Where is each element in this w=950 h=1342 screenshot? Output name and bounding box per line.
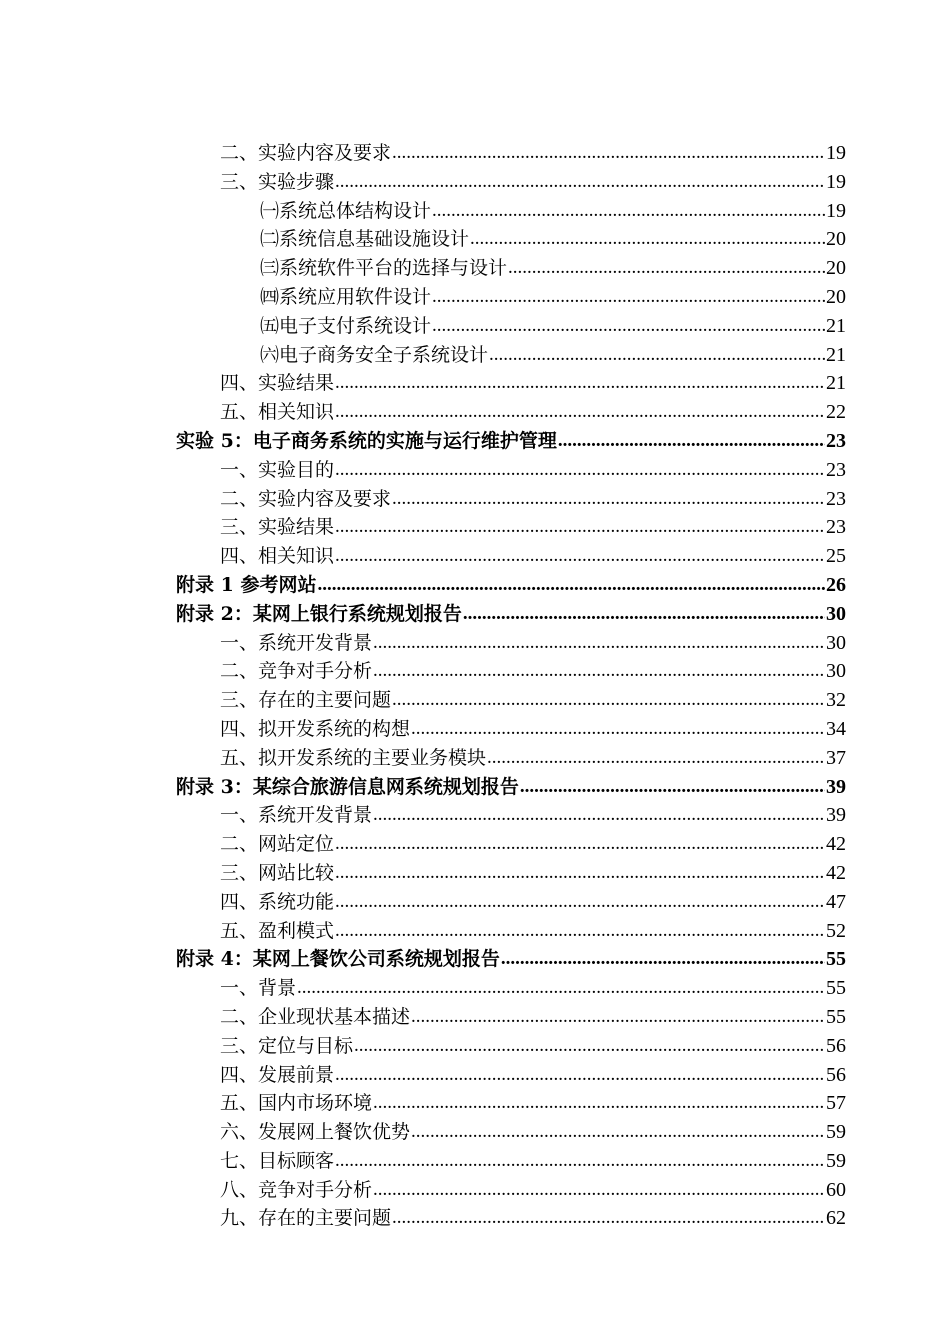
toc-dot-leader [432, 312, 825, 341]
toc-entry-title: 三、网站比较 [220, 861, 335, 884]
toc-page-number: 59 [826, 1149, 846, 1172]
toc-page-number: 37 [826, 746, 846, 769]
toc-entry-title: 三、实验结果 [220, 516, 335, 539]
toc-entry[interactable] [176, 657, 846, 686]
toc-page-number: 23 [826, 516, 846, 539]
toc-entry-title: 附录 2：某网上银行系统规划报告 [176, 602, 462, 625]
toc-entry[interactable] [176, 1147, 846, 1176]
toc-entry[interactable] [176, 888, 846, 917]
toc-dot-leader [335, 888, 825, 917]
toc-entry-title: 附录 1 参考网站 [176, 573, 317, 596]
toc-entry-title: 一、系统开发背景 [220, 804, 373, 827]
toc-entry-title: 四、拟开发系统的构想 [220, 717, 411, 740]
toc-page-number: 23 [826, 458, 846, 481]
toc-dot-leader [335, 369, 825, 398]
toc-entry[interactable] [176, 571, 846, 600]
toc-dot-leader [317, 571, 825, 600]
toc-page-number: 21 [826, 314, 846, 337]
toc-entry[interactable] [176, 629, 846, 658]
toc-dot-leader [335, 456, 825, 485]
toc-page-number: 19 [826, 142, 846, 164]
toc-dot-leader [335, 830, 825, 859]
toc-entry-title: ㈢系统软件平台的选择与设计 [260, 257, 508, 280]
toc-dot-leader [392, 686, 825, 715]
toc-page-number: 57 [826, 1092, 846, 1115]
toc-dot-leader [392, 1204, 825, 1233]
toc-entry-title: 二、竞争对手分析 [220, 660, 373, 683]
toc-entry-title: ㈣系统应用软件设计 [260, 285, 432, 308]
toc-entry-title: 附录 4：某网上餐饮公司系统规划报告 [176, 948, 500, 971]
toc-page-number: 42 [826, 861, 846, 884]
toc-entry-title: 实验 5：电子商务系统的实施与运行维护管理 [176, 429, 557, 452]
toc-entry-title: 一、实验目的 [220, 458, 335, 481]
toc-page-number: 25 [826, 545, 846, 568]
toc-entry-title: 四、相关知识 [220, 545, 335, 568]
toc-dot-leader [335, 513, 825, 542]
toc-entry[interactable] [176, 917, 846, 946]
toc-entry-title: 四、发展前景 [220, 1063, 335, 1086]
toc-entry-title: 四、系统功能 [220, 890, 335, 913]
toc-entry-title: ㈤电子支付系统设计 [260, 314, 432, 337]
toc-dot-leader [354, 1032, 825, 1061]
toc-entry[interactable] [176, 1003, 846, 1032]
toc-dot-leader [508, 254, 825, 283]
toc-page-number: 56 [826, 1034, 846, 1057]
toc-entry[interactable] [176, 1118, 846, 1147]
toc-page-number: 56 [826, 1063, 846, 1086]
toc-entry[interactable] [176, 744, 846, 773]
toc-entry[interactable] [176, 341, 846, 370]
toc-entry[interactable] [176, 542, 846, 571]
toc-page-number: 39 [826, 775, 846, 798]
toc-page-number: 19 [826, 199, 846, 222]
toc-dot-leader [463, 600, 825, 629]
toc-entry-title: 二、实验内容及要求 [220, 487, 392, 510]
toc-entry[interactable] [176, 1204, 846, 1233]
toc-page-number: 39 [826, 804, 846, 827]
toc-entry[interactable] [176, 945, 846, 974]
toc-entry-title: ㈥电子商务安全子系统设计 [260, 343, 489, 366]
toc-entry-title: 七、目标顾客 [220, 1149, 335, 1172]
toc-page-number: 20 [826, 257, 846, 280]
toc-dot-leader [297, 974, 825, 1003]
toc-page-number: 32 [826, 689, 846, 712]
toc-entry-title: 八、竞争对手分析 [220, 1178, 373, 1201]
toc-page-number: 30 [826, 602, 846, 625]
toc-entry[interactable] [176, 1089, 846, 1118]
toc-entry-title: ㈠系统总体结构设计 [260, 199, 432, 222]
toc-entry[interactable] [176, 398, 846, 427]
toc-entry[interactable] [176, 283, 846, 312]
toc-page-number: 59 [826, 1121, 846, 1144]
toc-entry-title: 五、国内市场环境 [220, 1092, 373, 1115]
toc-dot-leader [373, 629, 825, 658]
toc-dot-leader [558, 427, 825, 456]
toc-page-number: 21 [826, 343, 846, 366]
toc-dot-leader [335, 917, 825, 946]
toc-page-number: 20 [826, 285, 846, 308]
toc-dot-leader [335, 859, 825, 888]
toc-page-number: 22 [826, 401, 846, 424]
toc-page-number: 26 [826, 573, 846, 596]
table-of-contents [176, 139, 846, 1233]
toc-entry-title: 三、定位与目标 [220, 1034, 354, 1057]
toc-dot-leader [392, 139, 825, 168]
toc-dot-leader [335, 542, 825, 571]
toc-dot-leader [411, 715, 825, 744]
toc-page-number: 21 [826, 372, 846, 395]
toc-entry[interactable] [176, 225, 846, 254]
toc-entry-title: 一、背景 [220, 977, 297, 1000]
toc-page-number: 55 [826, 948, 846, 971]
toc-entry[interactable] [176, 139, 846, 168]
toc-entry[interactable] [176, 801, 846, 830]
toc-dot-leader [501, 945, 825, 974]
toc-dot-leader [411, 1003, 825, 1032]
toc-entry[interactable] [176, 513, 846, 542]
toc-entry-title: 三、存在的主要问题 [220, 689, 392, 712]
toc-dot-leader [335, 1147, 825, 1176]
toc-dot-leader [373, 657, 825, 686]
toc-entry[interactable] [176, 168, 846, 197]
toc-entry-title: 附录 3：某综合旅游信息网系统规划报告 [176, 775, 519, 798]
toc-dot-leader [489, 341, 825, 370]
toc-page-number: 52 [826, 919, 846, 942]
toc-entry-title: 四、实验结果 [220, 372, 335, 395]
toc-dot-leader [373, 1176, 825, 1205]
toc-page-number: 62 [826, 1207, 846, 1230]
toc-entry[interactable] [176, 1061, 846, 1090]
toc-entry-title: 五、相关知识 [220, 401, 335, 424]
toc-entry[interactable] [176, 312, 846, 341]
toc-entry-title: ㈡系统信息基础设施设计 [260, 228, 470, 251]
toc-entry[interactable] [176, 600, 846, 629]
toc-entry[interactable] [176, 1176, 846, 1205]
toc-dot-leader [335, 1061, 825, 1090]
toc-page-number: 23 [826, 487, 846, 510]
toc-entry[interactable] [176, 686, 846, 715]
toc-entry[interactable] [176, 485, 846, 514]
toc-entry[interactable] [176, 1032, 846, 1061]
toc-dot-leader [470, 225, 825, 254]
toc-entry-title: 二、网站定位 [220, 833, 335, 856]
toc-page-number: 30 [826, 660, 846, 683]
toc-entry[interactable] [176, 715, 846, 744]
toc-entry[interactable] [176, 773, 846, 802]
toc-entry[interactable] [176, 974, 846, 1003]
toc-entry[interactable] [176, 456, 846, 485]
toc-dot-leader [373, 1089, 825, 1118]
toc-page-number: 34 [826, 717, 846, 740]
toc-entry[interactable] [176, 369, 846, 398]
toc-entry-title: 九、存在的主要问题 [220, 1207, 392, 1230]
toc-entry-title: 六、发展网上餐饮优势 [220, 1121, 411, 1144]
toc-dot-leader [432, 283, 825, 312]
toc-entry-title: 五、盈利模式 [220, 919, 335, 942]
toc-dot-leader [373, 801, 825, 830]
toc-page-number: 23 [826, 429, 846, 452]
toc-entry[interactable] [176, 830, 846, 859]
toc-page-number: 19 [826, 170, 846, 193]
toc-page-number: 55 [826, 977, 846, 1000]
toc-dot-leader [520, 773, 825, 802]
toc-page-number: 30 [826, 631, 846, 654]
toc-dot-leader [392, 485, 825, 514]
toc-dot-leader [411, 1118, 825, 1147]
toc-entry-title: 五、拟开发系统的主要业务模块 [220, 746, 487, 769]
toc-dot-leader [335, 168, 825, 197]
toc-entry[interactable] [176, 197, 846, 226]
toc-entry-title: 二、企业现状基本描述 [220, 1005, 411, 1028]
toc-entry-title: 一、系统开发背景 [220, 631, 373, 654]
toc-entry-title: 三、实验步骤 [220, 170, 335, 193]
toc-entry-title: 二、实验内容及要求 [220, 142, 392, 164]
toc-page-number: 42 [826, 833, 846, 856]
toc-entry[interactable] [176, 859, 846, 888]
toc-entry[interactable] [176, 427, 846, 456]
toc-page-number: 55 [826, 1005, 846, 1028]
toc-page-number: 60 [826, 1178, 846, 1201]
toc-dot-leader [432, 197, 825, 226]
toc-page-number: 20 [826, 228, 846, 251]
toc-page-number: 47 [826, 890, 846, 913]
toc-entry[interactable] [176, 254, 846, 283]
toc-dot-leader [487, 744, 825, 773]
toc-dot-leader [335, 398, 825, 427]
